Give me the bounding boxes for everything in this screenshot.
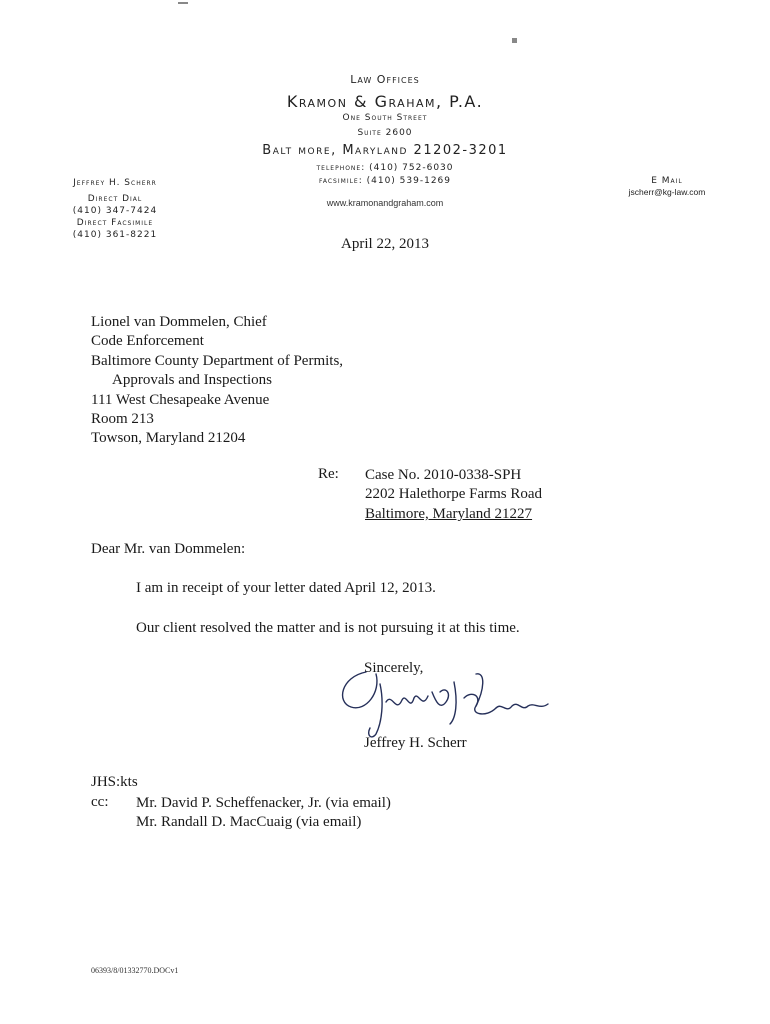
email-label: E Mail <box>651 176 683 186</box>
signature-image <box>336 662 556 742</box>
letterhead-city: Balt more, Maryland 21202-3201 <box>262 143 508 158</box>
address-line: Baltimore County Department of Permits, <box>91 352 344 369</box>
letterhead-law-offices: Law Offices <box>350 73 420 86</box>
direct-dial-label: Direct Dial <box>87 194 143 204</box>
letterhead-website: www.kramonandgraham.com <box>326 198 444 208</box>
re-street: 2202 Halethorpe Farms Road <box>365 486 543 503</box>
sender-contact-block <box>40 177 190 241</box>
closing-sincerely: Sincerely, <box>364 660 424 676</box>
letterhead-facsimile: facsimile: (410) 539-1269 <box>318 176 452 186</box>
cc-recipient: Mr. David P. Scheffenacker, Jr. (via email) <box>136 795 391 811</box>
letterhead-telephone: telephone: (410) 752-6030 <box>316 163 454 173</box>
direct-fax-label: Direct Facsimile <box>76 218 154 228</box>
address-line: Towson, Maryland 21204 <box>91 430 246 447</box>
signer-name: Jeffrey H. Scherr <box>364 735 467 751</box>
scan-speck <box>178 2 188 4</box>
address-line: Code Enforcement <box>91 333 204 350</box>
email-address: jscherr@kg-law.com <box>628 187 706 197</box>
re-case-number: Case No. 2010-0338-SPH <box>365 467 522 483</box>
cc-label: cc: <box>91 794 109 810</box>
address-line: Approvals and Inspections <box>112 372 272 389</box>
direct-fax-number: (410) 361-8221 <box>72 230 158 240</box>
body-paragraph: Our client resolved the matter and is not pursuing it at this time. <box>136 620 520 636</box>
cc-recipient: Mr. Randall D. MacCuaig (via email) <box>136 814 362 831</box>
email-block <box>612 176 722 197</box>
re-city: Baltimore, Maryland 21227 <box>365 505 533 522</box>
scan-speck <box>512 38 517 43</box>
document-footer-id: 06393/8/01332770.DOCv1 <box>91 966 179 975</box>
address-line: Room 213 <box>91 411 154 428</box>
letter-date: April 22, 2013 <box>341 236 429 252</box>
recipient-address <box>91 313 343 449</box>
sender-name: Jeffrey H. Scherr <box>73 178 157 188</box>
address-line: 111 West Chesapeake Avenue <box>91 391 270 408</box>
cc-list <box>136 794 391 833</box>
re-label: Re: <box>318 466 339 482</box>
direct-dial-number: (410) 347-7424 <box>72 206 158 216</box>
letterhead-suite: Suite 2600 <box>357 128 413 138</box>
re-subject <box>365 466 542 524</box>
salutation: Dear Mr. van Dommelen: <box>91 541 246 557</box>
letterhead-street: One South Street <box>342 113 428 123</box>
body-paragraph: I am in receipt of your letter dated April 12, 2013. <box>136 580 436 596</box>
typist-initials: JHS:kts <box>91 774 138 790</box>
address-line: Lionel van Dommelen, Chief <box>91 314 267 330</box>
letterhead-firm-name: Kramon & Graham, P.A. <box>286 92 484 111</box>
